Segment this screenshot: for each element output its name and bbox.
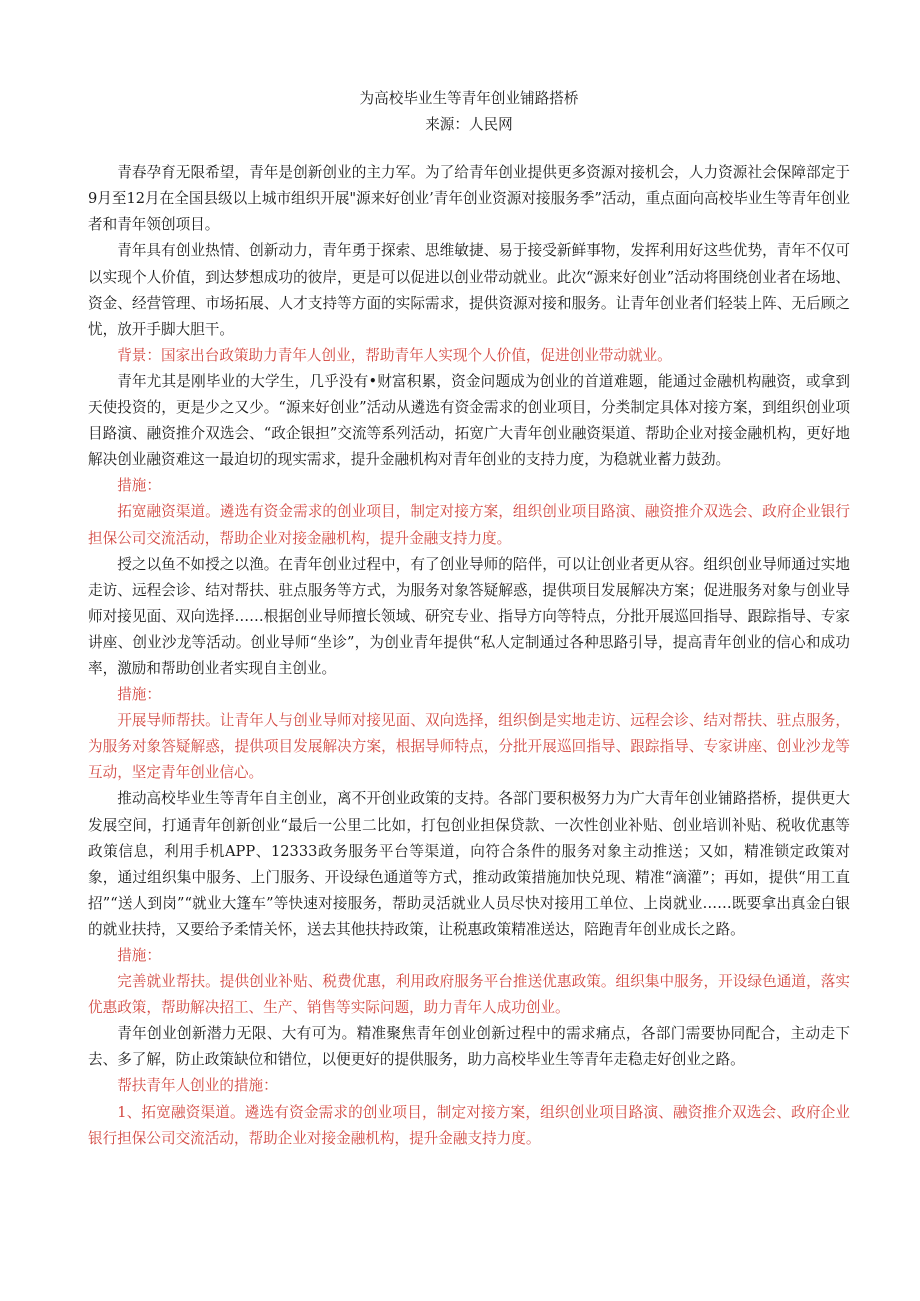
document-title: 为高校毕业生等青年创业铺路搭桥 [359,90,579,107]
paragraph-policy: 推动高校毕业生等青年自主创业，离不开创业政策的支持。各部门要积极努力为广大青年创业铺路搭桥，提供更大发展空间，打通青年创新创业“最后一公里二比如，打包创业担保贷款、一次性创业补贴、创业培训补贴、税收优惠等政策信息，利用手机APP、12333政务服务平台等渠道，向符合条件的服务对象主动推送；又如，精准锁定政策对象，通过组织集中服务、上门服务、开设绿色通道等方式，推动政策措施加快兑现、精准“滴灌”；再如，提供“用工直招”“送人到岗”“就业大篷车”等快速对接服务，帮助灵活就业人员尽快对接用工单位、上岗就业……既要拿出真金白银的就业扶持，又要给予柔情关怀，送去其他扶持政策，让税惠政策精准送达，陪跑青年创业成长之路。 [88,790,850,938]
document-body [88,86,850,1152]
paragraph-financing: 青年尤其是刚毕业的大学生，几乎没有•财富积累，资金问题成为创业的首道难题，能通过金融机构融资，或拿到天使投资的，更是少之又少。“源来好创业”活动从遴选有资金需求的创业项目，分类制定具体对接方案，到组织创业项目路演、融资推介双选会、“政企银担”交流等系列活动，拓宽广大青年创业融资渠道、帮助企业对接金融机构，更好地解决创业融资难这一最迫切的现实需求，提升金融机构对青年创业的支持力度，为稳就业蓄力鼓劲。 [88,372,850,469]
measure-employment: 完善就业帮扶。提供创业补贴、税费优惠，利用政府服务平台推送优惠政策。组织集中服务，开设绿色通道，落实优惠政策，帮助解决招工、生产、销售等实际问题，助力青年人成功创业。 [88,973,850,1017]
paragraph-background: 背景：国家出台政策助力青年人创业，帮助青年人实现个人价值，促进创业带动就业。 [117,346,672,364]
measures-label: 措施： [117,947,161,964]
paragraph-advantages: 青年具有创业热情、创新动力，青年勇于探索、思维敏捷、易于接受新鲜事物，发挥利用好这些优势，青年不仅可以实现个人价值，到达梦想成功的彼岸，更是可以促进以创业带动就业。此次“源来好创业”活动将围绕创业者在场地、资金、经营管理、市场拓展、人才支持等方面的实际需求，提供资源对接和服务。让青年创业者们轻装上阵、无后顾之忧，放开手脚大胆干。 [88,242,850,338]
measure-financing: 拓宽融资渠道。遴选有资金需求的创业项目，制定对接方案，组织创业项目路演、融资推介双选会、政府企业银行担保公司交流活动，帮助企业对接金融机构，提升金融支持力度。 [88,503,850,547]
measures-summary-item-1: 1、拓宽融资渠道。遴选有资金需求的创业项目，制定对接方案，组织创业项目路演、融资推介双选会、政府企业银行担保公司交流活动，帮助企业对接金融机构，提升金融支持力度。 [88,1103,850,1147]
document-source: 来源：人民网 [425,116,513,134]
measure-mentors: 开展导师帮扶。让青年人与创业导师对接见面、双向选择，组织倒是实地走访、远程会诊、结对帮扶、驻点服务，为服务对象答疑解惑，提供项目发展解决方案，根据导师特点，分批开展巡回指导、跟踪指导、专家讲座、创业沙龙等互动，坚定青年创业信心。 [88,712,850,782]
measures-summary-heading: 帮扶青年人创业的措施： [117,1077,278,1095]
measures-label: 措施： [117,686,161,704]
paragraph-conclusion: 青年创业创新潜力无限、大有可为。精准聚焦青年创业创新过程中的需求痛点，各部门需要协同配合，主动走下去、多了解，防止政策缺位和错位，以便更好的提供服务，助力高校毕业生等青年走稳走好创业之路。 [88,1025,850,1069]
measures-label: 措施： [117,477,161,495]
paragraph-mentors: 授之以鱼不如授之以渔。在青年创业过程中，有了创业导师的陪伴，可以让创业者更从容。组织创业导师通过实地走访、远程会诊、结对帮扶、驻点服务等方式，为服务对象答疑解惑，提供项目发展解决方案；促进服务对象与创业导师对接见面、双向选择……根据创业导师擅长领域、研究专业、指导方向等特点，分批开展巡回指导、跟踪指导、专家讲座、创业沙龙等活动。创业导师“坐诊”，为创业青年提供“私人定制通过各种思路引导，提高青年创业的信心和成功率，激励和帮助创业者实现自主创业。 [88,555,850,677]
paragraph-intro: 青春孕育无限希望，青年是创新创业的主力军。为了给青年创业提供更多资源对接机会，人力资源社会保障部定于9月至12月在全国县级以上城市组织开展"源来好创业’青年创业资源对接服务季”活动，重点面向高校毕业生等青年创业者和青年领创项目。 [88,164,850,234]
